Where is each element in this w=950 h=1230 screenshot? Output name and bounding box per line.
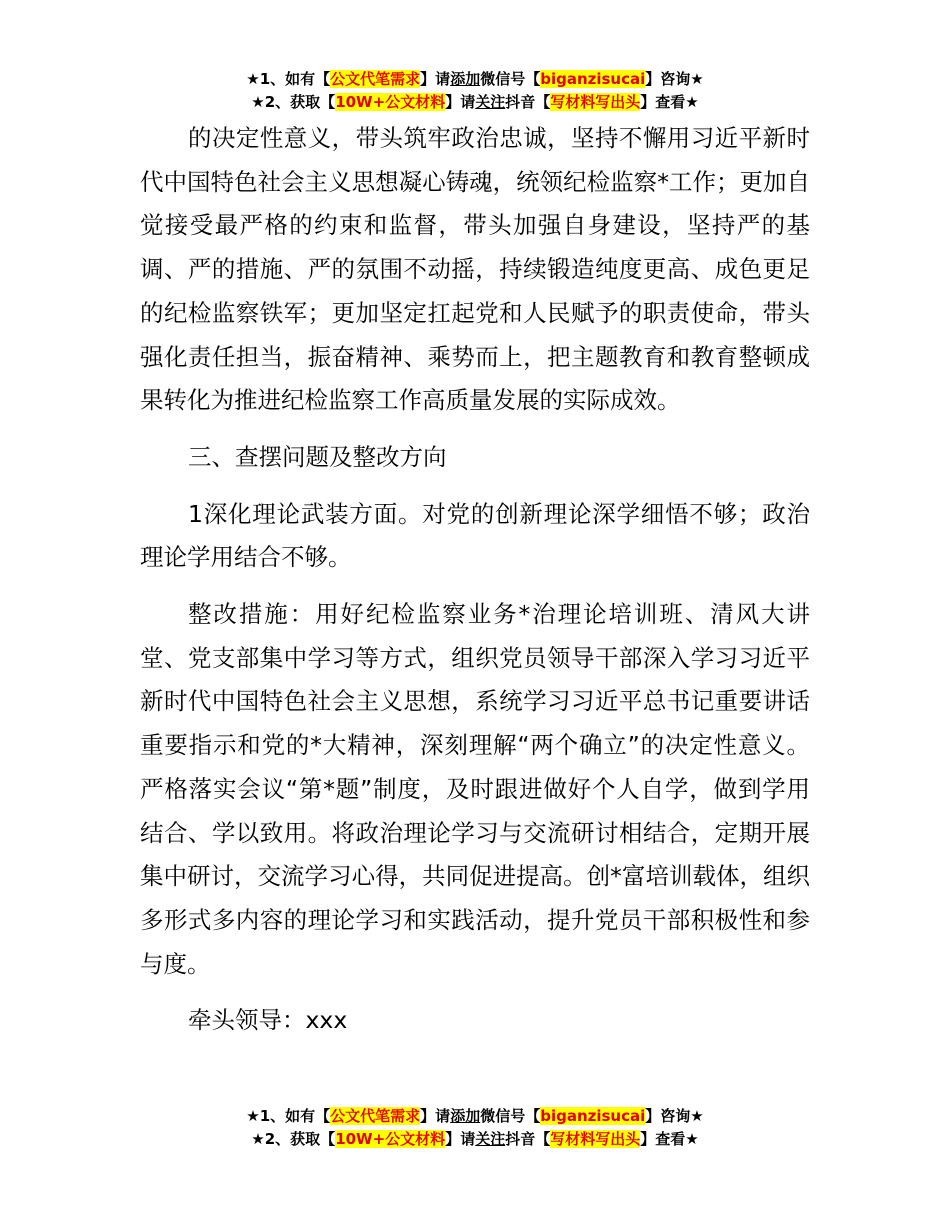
lead-leader: 牵头领导：xxx — [188, 1006, 348, 1035]
banner-text: 抖音【 — [505, 1130, 551, 1148]
banner-underline: 关注 — [475, 1130, 506, 1148]
banner-text: 】请 — [420, 1107, 451, 1125]
banner-text: 】查看★ — [640, 1130, 699, 1148]
header-banner-line-2 — [0, 91, 950, 114]
banner-text: 】咨询★ — [645, 1107, 704, 1125]
footer-banner-line-1 — [0, 1105, 950, 1128]
banner-highlight: 公文代笔需求 — [330, 70, 421, 88]
body-paragraph-continuation: 的决定性意义，带头筑牢政治忠诚，坚持不懈用习近平新时代中国特色社会主义思想凝心铸魂，统领纪检监察*工作；更加自觉接受最严格的约束和监督，带头加强自身建设，坚持严的基调、严的措施、严的氛围不动摇，持续锻造纯度更高、成色更足的纪检监察铁军；更加坚定扛起党和人民赋予的职责使命，带头强化责任担当，振奋精神、乘势而上，把主题教育和教育整顿成果转化为推进纪检监察工作高质量发展的实际成效。 — [140, 124, 810, 415]
banner-text: ★1、如有【 — [246, 70, 331, 88]
document-body — [140, 117, 810, 1043]
banner-highlight: biganzisucai — [540, 1107, 646, 1125]
header-banner-line-1 — [0, 68, 950, 91]
rectification-measures: 整改措施：用好纪检监察业务*治理论培训班、清风大讲堂、党支部集中学习等方式，组织党员领导干部深入学习习近平新时代中国特色社会主义思想，系统学习习近平总书记重要讲话重要指示和党的*大精神，深刻理解“两个确立”的决定性意义。严格落实会议“第*题”制度，及时跟进做好个人自学，做到学用结合、学以致用。将政治理论学习与交流研讨相结合，定期开展集中研讨，交流学习心得，共同促进提高。创*富培训载体，组织多形式多内容的理论学习和实践活动，提升党员干部积极性和参与度。 — [140, 600, 810, 978]
footer-banner — [0, 1105, 950, 1151]
banner-text: ★2、获取【 — [251, 93, 336, 111]
banner-highlight: 10W+公文材料 — [335, 93, 446, 111]
banner-text: 】查看★ — [640, 93, 699, 111]
banner-text: 】请 — [445, 1130, 476, 1148]
banner-text: ★2、获取【 — [251, 1130, 336, 1148]
banner-text: 微信号【 — [480, 70, 541, 88]
banner-text: 抖音【 — [505, 93, 551, 111]
footer-banner-line-2 — [0, 1128, 950, 1151]
banner-highlight: 写材料写出头 — [550, 1130, 641, 1148]
banner-underline: 添加 — [450, 70, 481, 88]
banner-text: 】咨询★ — [645, 70, 704, 88]
banner-text: ★1、如有【 — [246, 1107, 331, 1125]
banner-highlight: 公文代笔需求 — [330, 1107, 421, 1125]
problem-item-1: 1深化理论武装方面。对党的创新理论深学细悟不够；政治理论学用结合不够。 — [140, 499, 810, 572]
banner-highlight: 10W+公文材料 — [335, 1130, 446, 1148]
header-banner — [0, 68, 950, 114]
banner-text: 】请 — [420, 70, 451, 88]
banner-highlight: 写材料写出头 — [550, 93, 641, 111]
banner-underline: 添加 — [450, 1107, 481, 1125]
section-heading: 三、查摆问题及整改方向 — [188, 442, 447, 471]
banner-text: 微信号【 — [480, 1107, 541, 1125]
banner-text: 】请 — [445, 93, 476, 111]
banner-highlight: biganzisucai — [540, 70, 646, 88]
banner-underline: 关注 — [475, 93, 506, 111]
